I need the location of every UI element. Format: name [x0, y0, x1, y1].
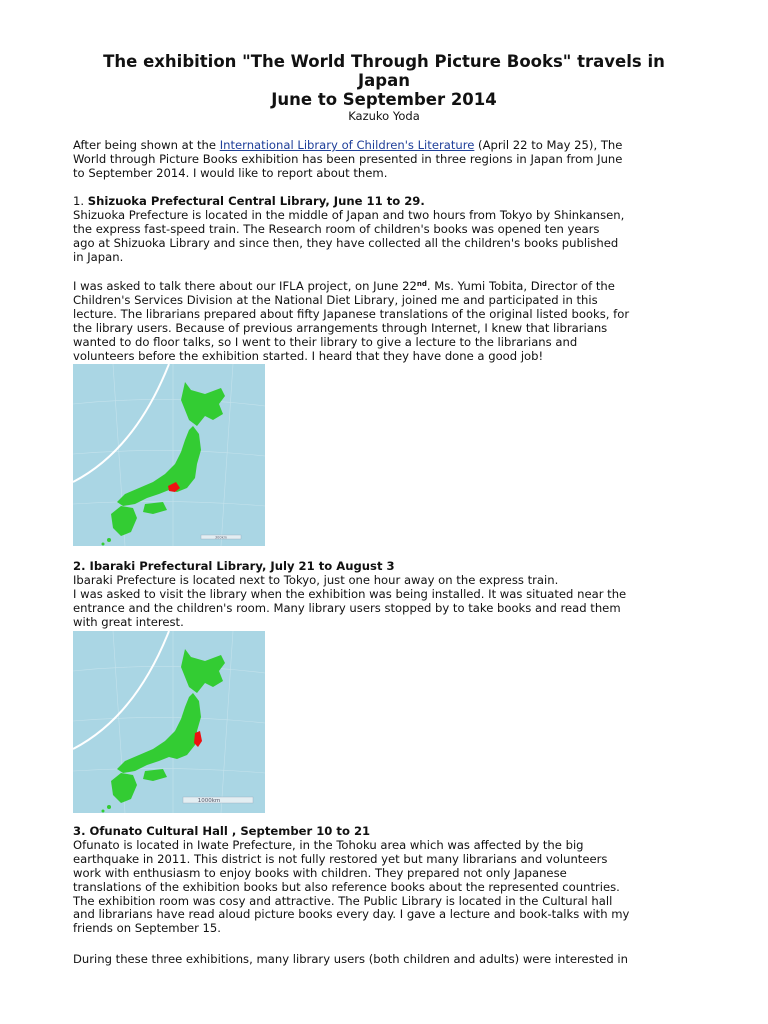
section-2-heading: 2. Ibaraki Prefectural Library, July 21 to August 3: [73, 559, 395, 573]
section-3-line: earthquake in 2011. This district is not fully restored yet but many librarians and volunteers: [73, 851, 608, 866]
section-1-line: in Japan.: [73, 249, 124, 264]
section-3: [73, 825, 695, 936]
section-1-para2-line: the library users. Because of previous arrangements through Internet, I knew that librarians: [73, 320, 608, 335]
section-2: [73, 560, 695, 630]
intro-paragraph: [73, 139, 695, 181]
intro-line-3: to September 2014. I would like to report about them.: [73, 165, 388, 180]
map-scale-label: 1000km: [197, 798, 221, 804]
page-title: [73, 52, 695, 109]
section-1-line: the express fast-speed train. The Research room of children's books was opened ten years: [73, 221, 600, 236]
closing-paragraph: [73, 953, 695, 967]
section-3-line: work with enthusiasm to enjoy books with children. They prepared not only Japanese: [73, 865, 567, 880]
section-1-para2-line: [73, 280, 695, 294]
section-3-line: translations of the exhibition books but also reference books about the represented countries.: [73, 879, 620, 894]
closing-line: During these three exhibitions, many library users (both children and adults) were interested in: [73, 952, 628, 966]
section-2-line: Ibaraki Prefecture is located next to Tokyo, just one hour away on the express train.: [73, 572, 559, 587]
sea-background: [73, 631, 265, 813]
ordinal-suffix: nd: [416, 280, 427, 288]
section-1-para2-line: Children's Services Division at the National Diet Library, joined me and participated in this: [73, 292, 598, 307]
section-1-heading: [73, 195, 695, 209]
intro-text-before-link: After being shown at the: [73, 138, 220, 152]
section-1-title: Shizuoka Prefectural Central Library, June 11 to 29.: [87, 194, 425, 208]
ilcl-link[interactable]: International Library of Children's Literature: [219, 138, 475, 152]
section-3-heading: 3. Ofunato Cultural Hall , September 10 to 21: [73, 824, 371, 838]
section-1-para2-line: wanted to do floor talks, so I went to their library to give a lecture to the librarians and: [73, 334, 578, 349]
section-2-line: entrance and the children's room. Many library users stopped by to take books and read them: [73, 600, 621, 615]
section-3-line: The exhibition room was cosy and attractive. The Public Library is located in the Cultural hall: [73, 893, 613, 908]
section-1: [73, 195, 695, 265]
section-1-para2-line: lecture. The librarians prepared about fifty Japanese translations of the original listed books, for: [73, 306, 630, 321]
intro-line-2: World through Picture Books exhibition has been presented in three regions in Japan from June: [73, 151, 623, 166]
map-scale-label: 300km: [214, 535, 228, 540]
section-3-line: and librarians have read aloud picture books every day. I gave a lecture and book-talks with my: [73, 907, 630, 922]
section-3-line: Ofunato is located in Iwate Prefecture, in the Tohoku area which was affected by the big: [73, 837, 584, 852]
title-line-3: June to September 2014: [271, 90, 497, 109]
japan-map-ibaraki: [73, 631, 265, 813]
section-2-line: with great interest.: [73, 614, 184, 629]
section-1-para2-line: volunteers before the exhibition started. I heard that they have done a good job!: [73, 348, 544, 363]
title-line-1: The exhibition "The World Through Picture Books" travels in: [103, 52, 665, 71]
para2-text: I was asked to talk there about our IFLA project, on June 22: [73, 279, 417, 293]
para2-text: . Ms. Yumi Tobita, Director of the: [426, 279, 615, 293]
section-2-line: I was asked to visit the library when the exhibition was being installed. It was situated near the: [73, 586, 627, 601]
section-3-line: friends on September 15.: [73, 921, 221, 936]
section-1-line: ago at Shizuoka Library and since then, they have collected all the children's books published: [73, 235, 619, 250]
title-line-2: Japan: [358, 71, 410, 90]
section-1-number: 1.: [73, 194, 88, 208]
intro-text-after-link: (April 22 to May 25), The: [474, 138, 623, 152]
intro-line-1: [73, 139, 695, 153]
section-1-line: Shizuoka Prefecture is located in the middle of Japan and two hours from Tokyo by Shinkansen,: [73, 207, 625, 222]
section-1-paragraph-2: [73, 280, 695, 363]
sea-background: [73, 364, 265, 546]
author-name: Kazuko Yoda: [348, 109, 420, 123]
japan-map-shizuoka: [73, 364, 265, 546]
